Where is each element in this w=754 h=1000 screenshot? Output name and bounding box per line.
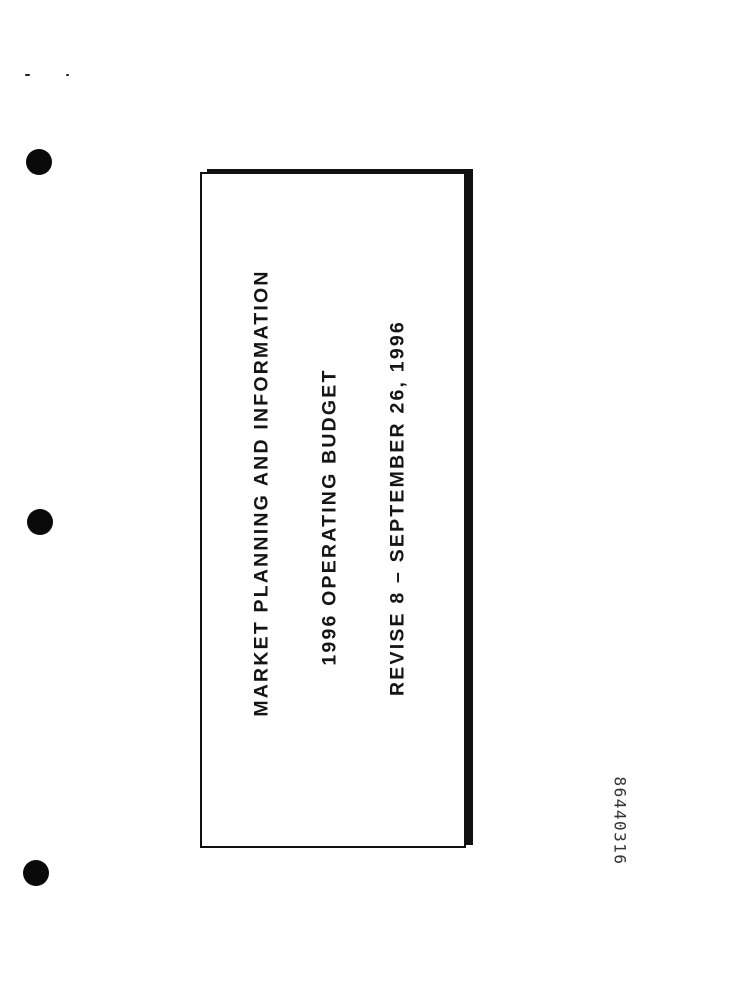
scan-speck bbox=[66, 74, 69, 76]
cover-subtitle: 1996 OPERATING BUDGET bbox=[318, 368, 341, 666]
punch-hole-bottom bbox=[23, 860, 49, 886]
cover-revision: REVISE 8 – SEPTEMBER 26, 1996 bbox=[386, 320, 409, 696]
cover-title: MARKET PLANNING AND INFORMATION bbox=[250, 269, 273, 717]
punch-hole-middle bbox=[27, 509, 53, 535]
punch-hole-top bbox=[26, 149, 52, 175]
document-id: 86440316 bbox=[610, 776, 630, 866]
scan-speck bbox=[25, 74, 30, 76]
